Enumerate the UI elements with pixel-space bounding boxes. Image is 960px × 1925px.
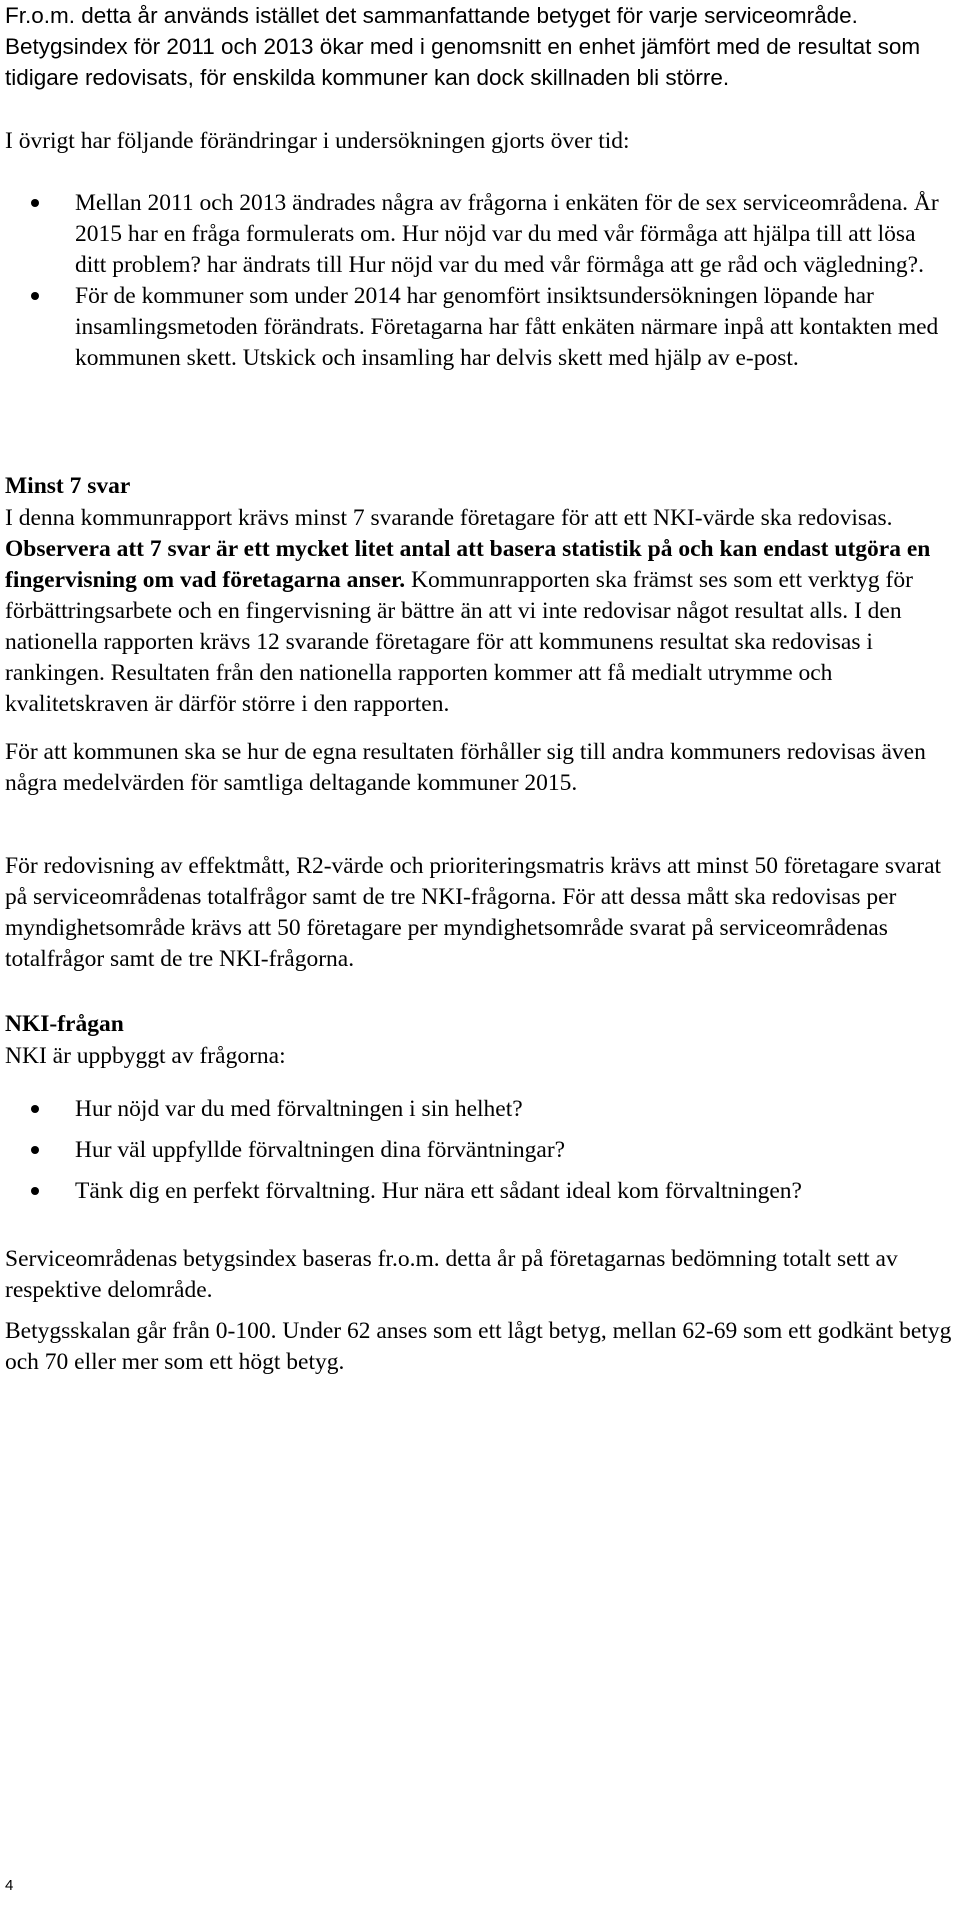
list-item: [0, 281, 950, 374]
list-item-text: Tänk dig en perfekt förvaltning. Hur nära ett sådant ideal kom förvaltningen?: [75, 1178, 802, 1204]
minst7-text-before: I denna kommunrapport krävs minst 7 svarande företagare för att ett NKI-värde ska redovisas.: [5, 505, 893, 531]
list-item: [0, 1094, 950, 1125]
page-number: 4: [5, 1877, 14, 1894]
section-heading-nki: NKI-frågan: [5, 1011, 124, 1037]
nki-list: [0, 1094, 960, 1207]
bullet-icon: [31, 1146, 39, 1154]
effekt-paragraph: För redovisning av effektmått, R2-värde och prioriteringsmatris krävs att minst 50 företagare svarat på serviceområdenas totalfrågor samt de tre NKI-frågorna. För att dessa mått ska redovisas per myndighetsområde krävs att 50 företagare per myndighetsområde svarat på serviceområdenas totalfrågor samt de tre NKI-frågorna.: [5, 853, 942, 972]
minst7-text-bold: Observera att 7 svar är ett mycket litet antal att basera statistik på och kan endast utgöra en fingervisning om vad företagarna anser.: [5, 536, 931, 593]
minst7-paragraph: [5, 503, 955, 720]
skala-paragraph: Betygsskalan går från 0-100. Under 62 anses som ett lågt betyg, mellan 62-69 som ett godkänt betyg och 70 eller mer som ett högt betyg.: [5, 1318, 952, 1375]
list-item: [0, 1176, 950, 1207]
section-heading-minst7: Minst 7 svar: [5, 473, 131, 499]
intro-paragraph: Fr.o.m. detta år används istället det sammanfattande betyget för varje serviceområde. Betygsindex för 2011 och 2013 ökar med i genomsnitt en enhet jämfört med de resultat som tidigare redovisats, för enskilda kommuner kan dock skillnaden bli större.: [5, 3, 921, 90]
list-item-text: För de kommuner som under 2014 har genomfört insiktsundersökningen löpande har insamlingsmetoden förändrats. Företagarna har fått enkäten närmare inpå att kontakten med kommunen skett. Utskick och insamling har delvis skett med hjälp av e-post.: [75, 283, 939, 371]
bullet-icon: [31, 1105, 39, 1113]
bullet-icon: [31, 199, 39, 207]
bullet-icon: [31, 292, 39, 300]
minst7-text-after: Kommunrapporten ska främst ses som ett verktyg för förbättringsarbete och en fingervisning är bättre än att vi inte redovisar något resultat alls. I den nationella rapporten krävs 12 svarande företagare för att kommunens resultat ska redovisas i rankingen. Resultaten från den nationella rapporten kommer att få medialt utrymme och kvalitetskraven är därför större i den rapporten.: [5, 567, 913, 717]
list-item: [0, 188, 950, 281]
changes-lead: I övrigt har följande förändringar i undersökningen gjorts över tid:: [5, 128, 630, 154]
list-item-text: Hur nöjd var du med förvaltningen i sin helhet?: [75, 1096, 523, 1122]
list-item-text: Mellan 2011 och 2013 ändrades några av frågorna i enkäten för de sex serviceområdena. År 2015 har en fråga formulerats om. Hur nöjd var du med vår förmåga att hjälpa till att lösa ditt problem? har ändrats till Hur nöjd var du med vår förmåga att ge råd och vägledning?.: [75, 190, 939, 278]
list-item-text: Hur väl uppfyllde förvaltningen dina förväntningar?: [75, 1137, 566, 1163]
bullet-icon: [31, 1187, 39, 1195]
changes-list: [0, 188, 960, 374]
betygsindex-paragraph: Serviceområdenas betygsindex baseras fr.o.m. detta år på företagarnas bedömning totalt sett av respektive delområde.: [5, 1246, 898, 1303]
list-item: [0, 1135, 950, 1166]
medel-paragraph: För att kommunen ska se hur de egna resultaten förhåller sig till andra kommuners redovisas även några medelvärden för samtliga deltagande kommuner 2015.: [5, 739, 926, 796]
nki-lead: NKI är uppbyggt av frågorna:: [5, 1043, 286, 1069]
